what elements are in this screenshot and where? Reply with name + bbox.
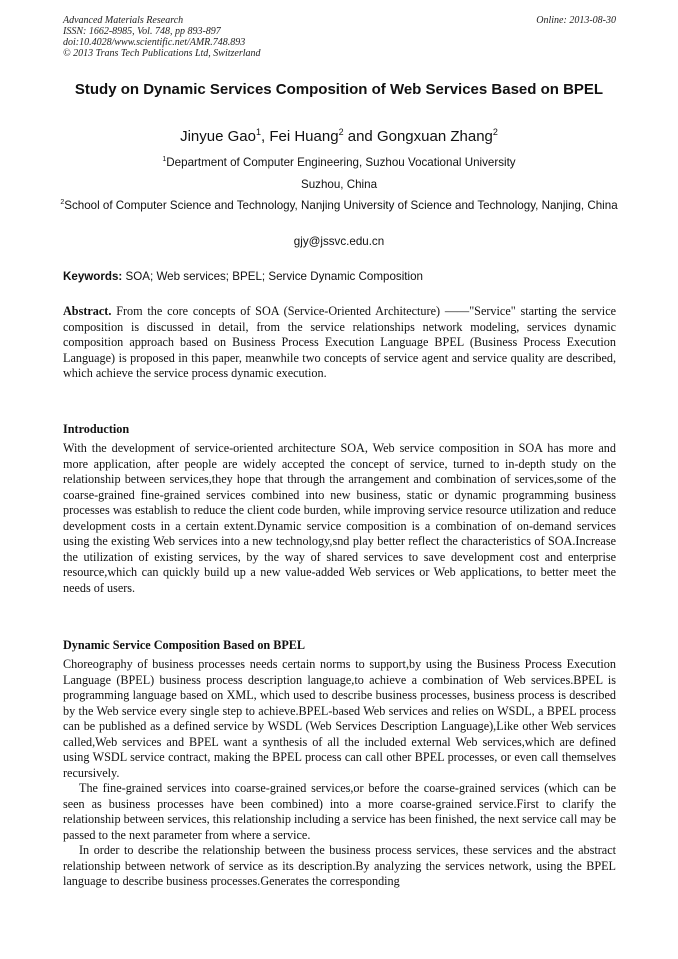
author-name: Fei Huang	[269, 128, 339, 145]
affiliation-text: School of Computer Science and Technology, Nanjing University of Science and Technology, Nanjing, China	[64, 199, 618, 212]
introduction-heading: Introduction	[63, 422, 130, 436]
keywords-text: SOA; Web services; BPEL; Service Dynamic Composition	[125, 270, 423, 283]
journal-issn: ISSN: 1662-8985, Vol. 748, pp 893-897	[63, 26, 221, 37]
affiliation-1	[60, 155, 618, 170]
author-name: Jinyue Gao	[180, 128, 256, 145]
affiliation-1-city: Suzhou, China	[300, 178, 378, 191]
keywords-label: Keywords:	[63, 270, 123, 283]
body-paragraph: Choreography of business processes needs certain norms to support,by using the Business Process Execution Language (BPEL) business process description language,to achieve a combination of Web services.BPEL is programming language based on XML, which used to describe business processes, business process is described by the Web service every single step to achieve.BPEL-based Web services and relies on WSDL, a BPEL process can be published as a defined service by WSDL (Web Services Description Language),Like other Web services called,Web services and BPEL want a synthesis of all the included external Web services,which are defined using WSDL service contract, making the BPEL process can call other BPEL processes, or even call themselves recursively.	[63, 657, 616, 780]
abstract	[63, 304, 616, 382]
affiliation-mark: 1	[162, 156, 167, 164]
introduction-body	[63, 441, 616, 596]
paper-title: Study on Dynamic Services Composition of Web Services Based on BPEL	[74, 81, 604, 98]
dynamic-composition-body	[63, 657, 616, 890]
abstract-label: Abstract.	[63, 304, 112, 318]
introduction-paragraph: With the development of service-oriented architecture SOA, Web service composition in SOA has more and more application, after people are widely accepted the concept of service, turned to in-depth study on the relationship between services,they hope that through the arrangement and combination of services,some of the coarse-grained fine-grained services combined into new business, static or dynamic programming business processes was establish to reduce the client code burden, while improving service resource utilization and reduce development costs in a certain extent.Dynamic service composition is a combination of on-demand services using the existing Web services into a new technology,snd play better reflect the characteristics of SOA.Increase the utilization of existing services, by the way of shared services to save development cost and enterprise resource,which can quickly build up a new value-added Web services or Web applications, to better meet the needs of users.	[63, 441, 616, 595]
abstract-text: From the core concepts of SOA (Service-Oriented Architecture) ——"Service" starting the service composition is discussed in detail, from the service relationships network modeling, services dynamic composition approach based on Business Process Execution Language BPEL (Business Process Execution Language) is proposed in this paper, meanwhile two concepts of service agent and service quality are described, which achieve the service process dynamic execution.	[63, 304, 617, 380]
dynamic-composition-heading: Dynamic Service Composition Based on BPEL	[63, 638, 306, 652]
journal-header	[63, 15, 616, 59]
author-email: gjy@jssvc.edu.cn	[293, 235, 385, 248]
author-name: Gongxuan Zhang	[376, 128, 493, 145]
journal-copyright: © 2013 Trans Tech Publications Ltd, Switzerland	[63, 48, 261, 59]
keywords	[63, 269, 616, 284]
author-separator: ,	[261, 128, 270, 145]
body-paragraph: In order to describe the relationship between the business process services, these services and the abstract relationship between network of service as its description.By analyzing the services network, using the BPEL language to describe business processes.Generates the corresponding	[63, 843, 616, 888]
journal-doi: doi:10.4028/www.scientific.net/AMR.748.893	[63, 37, 246, 48]
author-affil-mark: 2	[338, 127, 344, 137]
author-affil-mark: 2	[492, 127, 498, 137]
author-separator: and	[343, 128, 377, 145]
body-paragraph: The fine-grained services into coarse-grained services,or before the coarse-grained services (which can be seen as business processes have been combined) into a more coarse-grained service.First to clarify the relationship between services, this relationship including a service has been finished, the next service call may be passed to the next parameter from where a service.	[63, 781, 616, 842]
affiliation-text: Department of Computer Engineering, Suzhou Vocational University	[166, 156, 516, 169]
author-affil-mark: 1	[255, 127, 261, 137]
journal-name: Advanced Materials Research	[63, 15, 184, 26]
online-date: Online: 2013-08-30	[536, 15, 616, 26]
affiliation-mark: 2	[60, 199, 65, 207]
affiliation-2	[60, 198, 618, 213]
author-list	[60, 128, 618, 146]
